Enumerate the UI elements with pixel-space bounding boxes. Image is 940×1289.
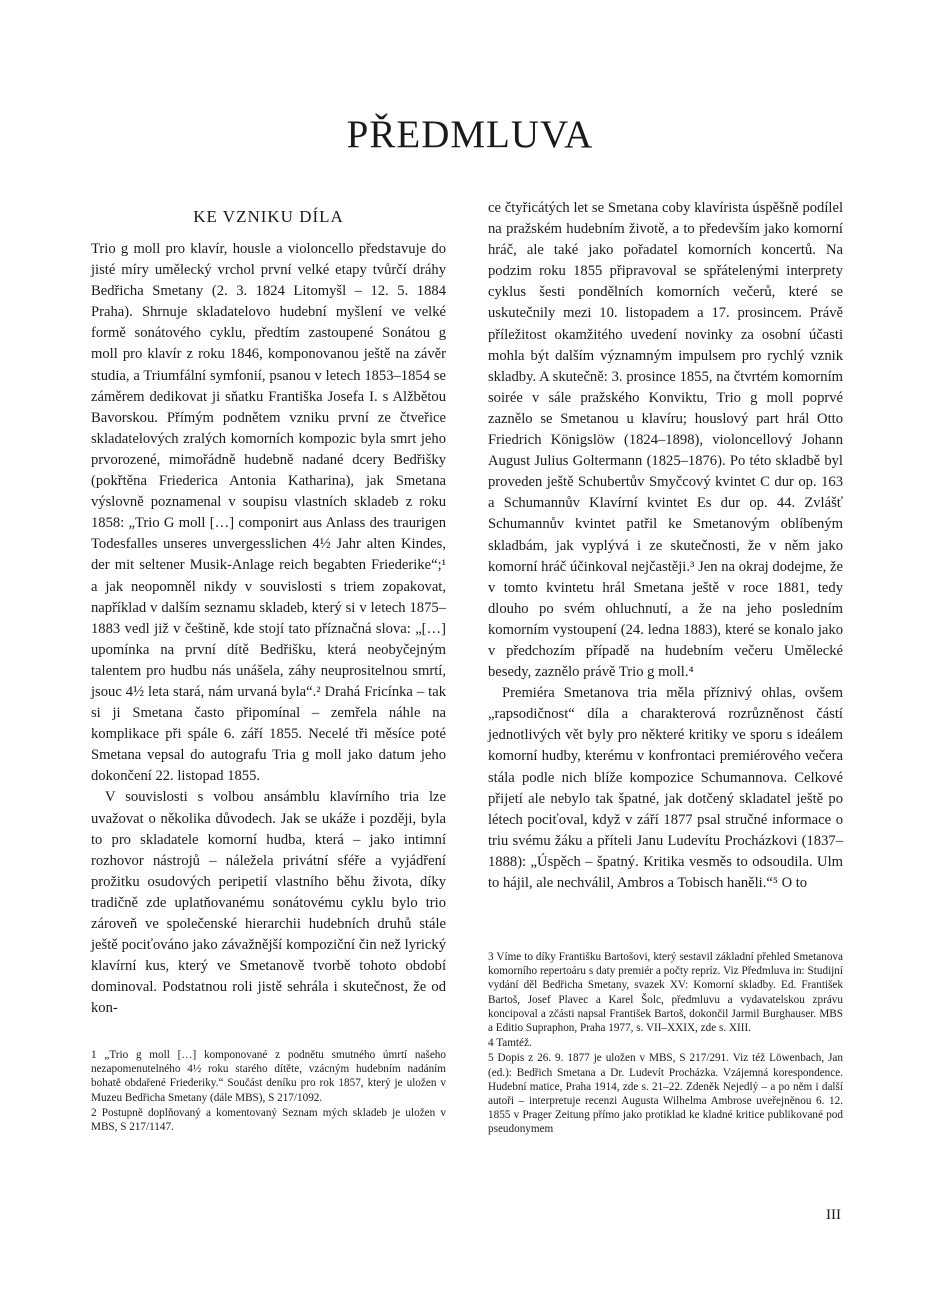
section-heading: KE VZNIKU DÍLA (193, 207, 344, 226)
page-number: III (826, 1207, 841, 1223)
page-title: PŘEDMLUVA (346, 113, 594, 156)
paragraph-2-continued: ce čtyřicátých let se Smetana coby klavírista úspěšně podílel na pražském hudebním životě, a to především jako komorní hráč, ale také jako pořadatel komorních koncertů. Na podzim roku 1855 připravoval se spřátelenými interprety cyklus šesti pondělních komorních večerů, které se uskutečnily mezi 10. listopadem a 17. prosincem. Právě příležitost okamžitého uvedení novinky za osobní účasti mohla být dalším významným impulsem pro rychlý vznik skladby. A skutečně: 3. prosince 1855, na čtvrtém komorním soirée v sále pražského Konviktu, Trio g moll poprvé zaznělo se Smetanou u klavíru; houslový part hrál Otto Friedrich Königslöw (1824–1898), violoncellový Johann August Julius Goltermann (1825–1876). Po této skladbě byl proveden ještě Schubertův Smyčcový kvintet C dur op. 163 a Schumannův Klavírní kvintet Es dur op. 44. Zvlášť Schumannův kvintet patřil ke Smetanovým oblíbeným skladbám, jak vyplývá i ze skutečnosti, že v něm jako komorní hráč účinkoval nejčastěji.³ Jen na okraj dodejme, že v tomto kvintetu hrál Smetana ještě v roce 1881, tedy dlouho po svém ohluchnutí, a že na jeho posledním komorním vystoupení (24. ledna 1883), které se konalo jako v předchozím případě na hudebním večeru Umělecké besedy, zaznělo právě Trio g moll.⁴ (488, 200, 843, 681)
footnote-3: 3 Víme to díky Františku Bartošovi, který sestavil základní přehled Smetanova komorního repertoáru s daty premiér a počty repríz. Viz Předmluva in: Studijní vydání děl Bedřicha Smetany, svazek XV: Komorní skladby. Ed. František Bartoš, Josef Plavec a Karel Šolc, předmluvu a vydavatelskou zprávu koncipoval a zčásti napsal František Bartoš, dokončil Jarmil Burghauser. MBS a Editio Supraphon, Praha 1977, s. VII–XXIX, zde s. XIII. (488, 951, 843, 1035)
paragraph-3: Premiéra Smetanova tria měla příznivý ohlas, ovšem „rapsodičnost“ díla a charakterová rozrůzněnost částí jednotlivých vět byly pro některé kritiky ve sporu s ideálem komorní hudby, kterému v konfrontaci premiérového večera stála podle nich blíže kompozice Schumannova. Celkové přijetí ale nebylo tak špatné, jak dotčený skladatel ještě po létech pociťoval, když v září 1877 psal stručné informace o triu svému žáku a příteli Janu Ludevítu Procházkovi (1837–1888): „Úspěch – špatný. Kritika vesměs to odsoudila. Ulm to hájil, ale nechválil, Ambros a Tobisch haněli.“⁵ O to (488, 685, 843, 891)
footnote-4: 4 Tamtéž. (488, 1037, 532, 1050)
footnotes-left (91, 1048, 446, 1135)
footnote-1: 1 „Trio g moll […] komponované z podnětu smutného úmrtí našeho nezapomenutelného 4½ roku starého dítěte, vzácným hudebním nadáním bohatě obdařené Friederiky.“ Součást deníku pro rok 1857, který je uložen v Muzeu Bedřicha Smetany (dále MBS), S 217/1092. (91, 1049, 446, 1104)
footnotes-right (488, 950, 843, 1138)
footnote-2: 2 Postupně doplňovaný a komentovaný Seznam mých skladeb je uložen v MBS, S 217/1147. (91, 1106, 446, 1134)
right-column (488, 198, 843, 894)
left-column (91, 203, 446, 1019)
paragraph-2-start: V souvislosti s volbou ansámblu klavírního tria lze uvažovat o několika důvodech. Jak se ukáže i později, byla to pro skladatele komorní hudba, která – jako intimní rozhovor nástrojů – náležela privátní sféře a vyjádření prožitku osudových peripetií vlastního běhu života, díky tradičně zde uplatňovanému sonátovému cyklu bylo trio zároveň ve společenské hierarchii hudebních druhů stále ještě pociťováno jako závažnější kompoziční čin než lyrický klavírní kus, který ve Smetanově tvorbě tohoto období dominoval. Podstatnou roli jistě sehrála i skutečnost, že od kon- (91, 789, 446, 1017)
paragraph-1: Trio g moll pro klavír, housle a violoncello představuje do jisté míry umělecký vrchol první velké etapy tvůrčí dráhy Bedřicha Smetany (2. 3. 1824 Litomyšl – 12. 5. 1884 Praha). Shrnuje skladatelovo hudební myšlení ve velké formě sonátového cyklu, předtím zastoupené Sonátou g moll pro klavír z roku 1846, komponovanou ještě na závěr studia, a Triumfální symfonií, psanou v letech 1853–1854 se záměrem dedikovat ji sňatku Františka Josefa I. s Alžbětou Bavorskou. Přímým podnětem vzniku první ze čtveřice skladatelových zralých komorních kompozic byla smrt jeho prvorozené, mimořádně hudebně nadané dcery Bedřišky (pokřtěna Friederica Antonia Katharina), jak Smetana výslovně poznamenal v soupisu vlastních skladeb z roku 1858: „Trio G moll […] componirt aus Anlass des traurigen Todesfalles unseres unvergesslichen 4½ Jahr alten Kindes, der mit seltener Musik-Anlage reich begabten Friederike“;¹ a jak neopomněl nikdy v souvislosti s triem zopakovat, například v dalším seznamu skladeb, který si v letech 1875–1883 vedl již v češtině, kde stojí tato příznačná slova: „[…] upomínka na první dítě Bedřišku, která neobyčejným talentem pro hudbu nás unášela, záhy neuprositelnou smrtí, jsouc 4½ leta stará, nám urvaná byla“.² Drahá Fricínka – tak si ji Smetana často připomínal – zemřela náhle na komplikace při spále 6. září 1855. Necelé tři měsíce poté Smetana vepsal do autografu Tria g moll jako datum jeho dokončení 22. listopad 1855. (91, 241, 446, 785)
footnote-5: 5 Dopis z 26. 9. 1877 je uložen v MBS, S 217/291. Viz též Löwenbach, Jan (ed.): Bedřich Smetana a Dr. Ludevít Procházka. Vzájemná korespondence. Hudební matice, Praha 1914, zde s. 21–22. Zdeněk Nejedlý – a po něm i další autoři – interpretuje recenzi Augusta Wilhelma Ambrose uveřejněnou 6. 12. 1855 v Prager Zeitung přímo jako protiklad ke kladné kritice publikované pod pseudonymem (488, 1052, 843, 1136)
